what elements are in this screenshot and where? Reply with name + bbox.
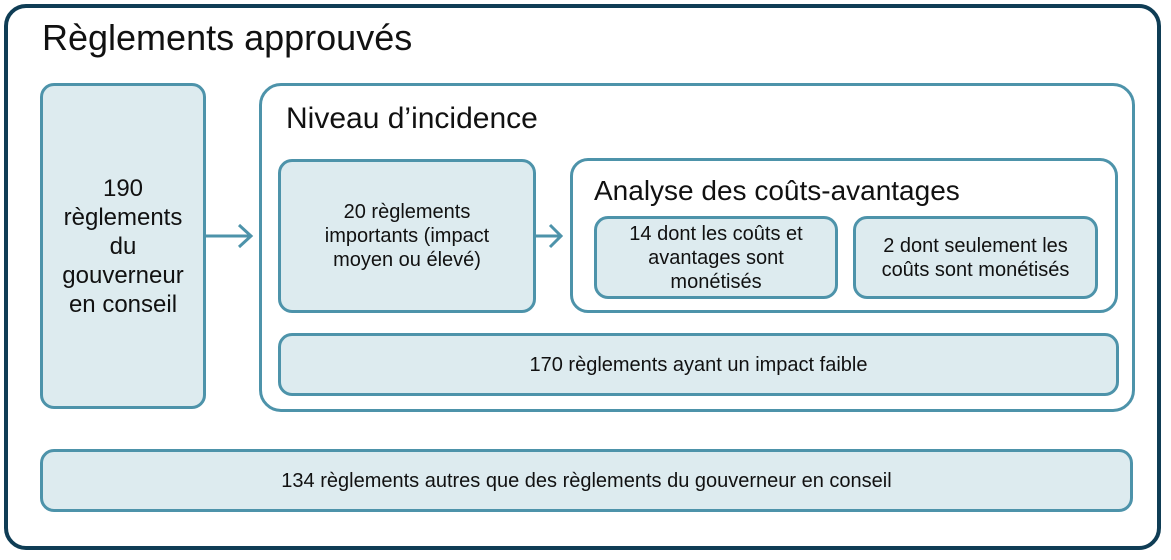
gic-regulations-label: 190 règlements du gouverneur en conseil [62,174,184,318]
arrow-icon [535,222,565,250]
non-gic-regulations-label: 134 règlements autres que des règlements du gouverneur en conseil [281,469,892,492]
costs-and-benefits-monetized-box [594,216,838,299]
costs-only-monetized-box [853,216,1098,299]
significant-regulations-label: 20 règlements importants (impact moyen ou élevé) [324,201,490,271]
costs-and-benefits-monetized-label: 14 dont les coûts et avantages sont monétisés [629,222,803,293]
low-impact-regulations-box [278,333,1119,396]
significant-regulations-box [278,159,536,313]
arrow-icon [205,222,255,250]
cost-benefit-analysis-title: Analyse des coûts-avantages [594,175,960,206]
diagram-title: Règlements approuvés [42,17,413,58]
costs-only-monetized-label: 2 dont seulement les coûts sont monétisés [881,234,1070,281]
non-gic-regulations-box [40,449,1133,512]
gic-regulations-box [40,83,206,409]
low-impact-regulations-label: 170 règlements ayant un impact faible [529,353,868,376]
impact-level-title: Niveau d’incidence [286,102,538,135]
